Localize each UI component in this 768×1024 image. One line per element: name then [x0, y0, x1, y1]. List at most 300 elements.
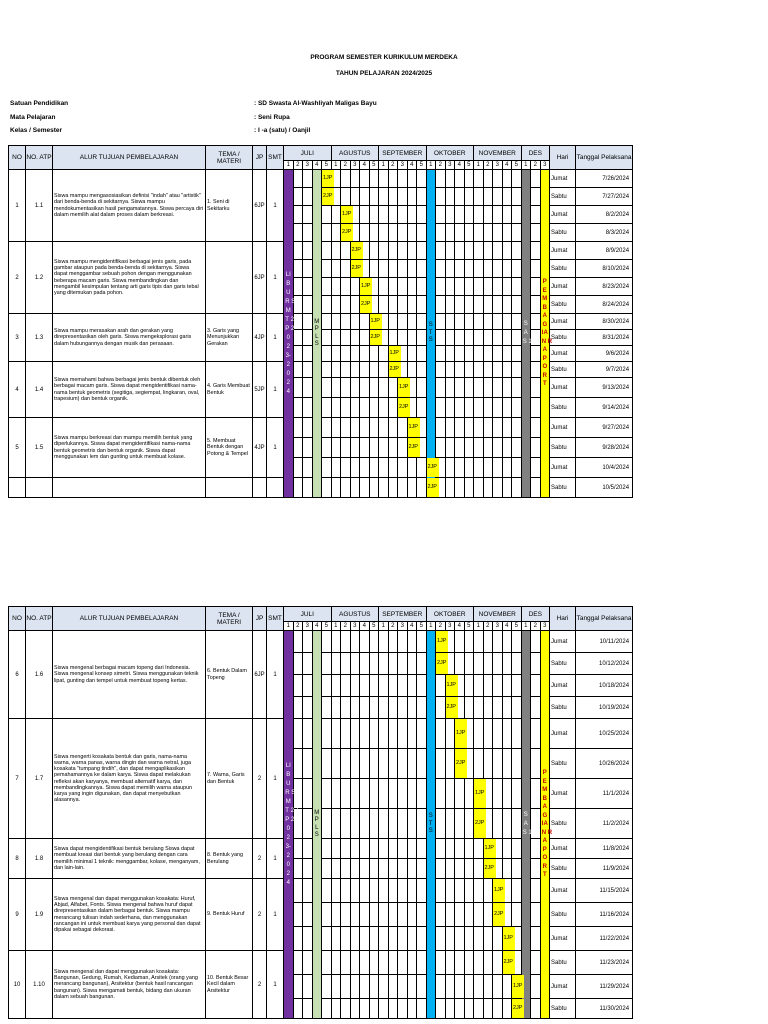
week-cell	[455, 903, 465, 927]
week-cell	[455, 296, 465, 314]
week-cell	[531, 260, 541, 278]
row-tanggal: 11/15/2024	[576, 879, 633, 903]
week-cell	[398, 206, 408, 224]
week-cell	[502, 378, 512, 398]
week-cell	[350, 999, 360, 1019]
week-cell	[512, 749, 522, 779]
week-cell	[493, 675, 503, 697]
row-hari: Sabtu	[550, 653, 576, 675]
week-number: 3	[445, 161, 455, 170]
week-cell	[379, 188, 389, 206]
week-cell	[483, 749, 493, 779]
week-cell	[360, 839, 370, 859]
week-cell	[322, 346, 332, 362]
week-cell	[388, 951, 398, 975]
row-tanggal: 9/13/2024	[576, 378, 633, 398]
row-alur: Siswa mengerti kosakata bentuk dan garis, nama-nama warna, warna panas, warna dingin dan warna netral, juga kosakata "tumpang tindih", dan dapat mengaplikasikan pemahamannya ke dalam karya. Siswa dapat melakukan refleksi akan karyanya, membuat alternatif karya, dan membandingkannya. Siswa dapat memilih warna ataupun karya yang ingin digunakan, dan dapat menyebutkan alasannya.	[53, 719, 206, 839]
week-cell	[436, 278, 446, 296]
week-cell	[502, 170, 512, 188]
week-cell	[322, 779, 332, 809]
week-cell	[322, 839, 332, 859]
row-alur: Siswa mampu merasakan arah dan gerakan yang direpresentasikan oleh garis. Siswa mengeksplorasi garis dalam hubungannya dengan musik dan perasaan.	[53, 314, 206, 362]
week-cell	[322, 242, 332, 260]
week-cell	[341, 879, 351, 903]
jp-marker: 2JP	[351, 242, 363, 259]
jp-marker: 2JP	[408, 438, 420, 457]
week-cell	[350, 418, 360, 438]
week-cell	[502, 478, 512, 498]
row-no	[9, 478, 26, 498]
week-cell	[474, 951, 484, 975]
week-cell	[331, 296, 341, 314]
week-cell	[398, 188, 408, 206]
row-hari: Sabtu	[550, 999, 576, 1019]
jp-marker: 2JP	[493, 903, 505, 926]
jp-marker: 2JP	[389, 362, 401, 377]
week-number: 5	[322, 622, 332, 631]
week-cell	[379, 242, 389, 260]
week-cell	[455, 951, 465, 975]
row-no: 10	[9, 951, 26, 1019]
week-cell	[474, 314, 484, 330]
row-jp: 2	[253, 951, 267, 1019]
week-cell	[293, 330, 303, 346]
week-cell	[493, 951, 503, 975]
week-cell	[407, 697, 417, 719]
week-cell	[350, 903, 360, 927]
col-jp: JP	[253, 146, 267, 170]
week-number: 2	[293, 622, 303, 631]
week-number: 1	[521, 161, 531, 170]
week-cell	[483, 206, 493, 224]
week-cell	[407, 951, 417, 975]
week-number: 1	[474, 161, 484, 170]
field-label-satuan: Satuan Pendidikan	[10, 100, 69, 107]
week-cell	[483, 458, 493, 478]
week-cell	[474, 418, 484, 438]
week-cell	[512, 224, 522, 242]
week-cell	[464, 170, 474, 188]
week-cell	[445, 879, 455, 903]
sts-band	[426, 631, 436, 1019]
col-month: OKTOBER	[426, 146, 474, 161]
week-cell	[341, 859, 351, 879]
row-tema: 8. Bentuk yang Berulang	[206, 839, 253, 879]
week-cell	[369, 346, 379, 362]
week-cell	[436, 314, 446, 330]
week-cell	[445, 278, 455, 296]
week-cell	[474, 859, 484, 879]
week-cell	[388, 242, 398, 260]
jp-marker: 1JP	[370, 314, 382, 329]
week-cell	[303, 242, 313, 260]
week-cell	[502, 398, 512, 418]
week-cell	[436, 951, 446, 975]
row-tanggal: 8/30/2024	[576, 314, 633, 330]
week-cell	[407, 458, 417, 478]
week-cell	[398, 330, 408, 346]
week-cell	[531, 903, 541, 927]
week-cell	[369, 653, 379, 675]
week-cell	[293, 675, 303, 697]
week-cell	[322, 278, 332, 296]
week-cell	[493, 749, 503, 779]
week-cell	[350, 170, 360, 188]
week-cell	[388, 779, 398, 809]
week-cell	[303, 879, 313, 903]
week-number: 5	[464, 161, 474, 170]
week-cell	[474, 653, 484, 675]
week-cell	[464, 859, 474, 879]
week-cell	[388, 296, 398, 314]
week-cell	[512, 631, 522, 653]
week-cell	[398, 975, 408, 999]
row-atp: 1.1	[26, 170, 53, 242]
col-smt: SMT	[267, 146, 284, 170]
week-cell	[512, 206, 522, 224]
row-tanggal: 10/25/2024	[576, 719, 633, 749]
week-cell	[379, 859, 389, 879]
week-cell	[445, 809, 455, 839]
week-cell	[331, 478, 341, 498]
week-cell	[398, 719, 408, 749]
week-cell	[512, 330, 522, 346]
week-cell	[293, 631, 303, 653]
week-cell	[303, 418, 313, 438]
mpls-band-text: MPLS	[314, 318, 320, 347]
week-cell	[531, 779, 541, 809]
rap-band	[540, 170, 553, 498]
week-cell	[369, 188, 379, 206]
jp-marker: 1JP	[493, 879, 505, 902]
week-cell	[464, 653, 474, 675]
week-cell	[369, 362, 379, 378]
week-cell	[464, 999, 474, 1019]
week-cell	[502, 653, 512, 675]
week-cell	[350, 278, 360, 296]
week-cell	[293, 927, 303, 951]
week-cell	[407, 927, 417, 951]
week-cell	[388, 999, 398, 1019]
week-cell	[531, 458, 541, 478]
week-cell	[531, 278, 541, 296]
week-number: 5	[417, 622, 427, 631]
week-cell	[455, 927, 465, 951]
week-cell	[407, 675, 417, 697]
week-cell	[379, 951, 389, 975]
week-cell	[474, 675, 484, 697]
jp-marker: 2JP	[360, 296, 372, 313]
week-cell	[455, 839, 465, 859]
row-no: 9	[9, 879, 26, 951]
week-cell	[303, 653, 313, 675]
week-cell	[531, 999, 541, 1019]
week-cell	[417, 346, 427, 362]
week-cell	[417, 398, 427, 418]
week-number: 4	[360, 161, 370, 170]
week-cell	[417, 296, 427, 314]
week-cell	[341, 438, 351, 458]
week-cell	[388, 809, 398, 839]
week-cell	[350, 346, 360, 362]
row-hari: Jumat	[550, 170, 576, 188]
week-cell	[407, 478, 417, 498]
row-tanggal: 10/26/2024	[576, 749, 633, 779]
week-cell	[350, 458, 360, 478]
week-cell	[379, 697, 389, 719]
week-cell	[303, 346, 313, 362]
col-tema: TEMA / MATERI	[206, 607, 253, 631]
week-cell	[531, 697, 541, 719]
week-cell	[360, 362, 370, 378]
week-cell	[464, 779, 474, 809]
week-cell	[341, 719, 351, 749]
week-cell	[512, 170, 522, 188]
jp-marker: 2JP	[446, 697, 458, 718]
week-cell	[483, 927, 493, 951]
week-cell	[483, 314, 493, 330]
week-cell	[341, 779, 351, 809]
week-number: 4	[455, 622, 465, 631]
mpls-band	[312, 631, 322, 1019]
week-cell	[293, 398, 303, 418]
week-cell	[417, 278, 427, 296]
week-cell	[531, 170, 541, 188]
jp-marker: 2JP	[503, 951, 515, 974]
week-cell	[464, 346, 474, 362]
week-cell	[445, 206, 455, 224]
week-cell	[512, 839, 522, 859]
week-cell	[502, 362, 512, 378]
week-number: 1	[331, 161, 341, 170]
week-cell	[293, 653, 303, 675]
week-cell	[398, 927, 408, 951]
week-cell	[502, 242, 512, 260]
week-cell	[350, 188, 360, 206]
week-cell	[512, 314, 522, 330]
week-cell	[436, 260, 446, 278]
rap-band-text: PEMBAGIAN RAPORT	[541, 770, 553, 879]
week-cell	[293, 378, 303, 398]
week-cell	[369, 675, 379, 697]
week-cell	[360, 697, 370, 719]
week-cell	[455, 188, 465, 206]
week-cell	[445, 951, 455, 975]
week-cell	[331, 458, 341, 478]
week-cell	[474, 206, 484, 224]
week-cell	[303, 631, 313, 653]
week-cell	[293, 170, 303, 188]
col-alur: ALUR TUJUAN PEMBELAJARAN	[53, 607, 206, 631]
row-tanggal: 9/28/2024	[576, 438, 633, 458]
week-cell	[464, 951, 474, 975]
week-cell	[379, 260, 389, 278]
week-cell	[398, 999, 408, 1019]
week-cell	[436, 779, 446, 809]
week-cell	[502, 346, 512, 362]
row-hari: Jumat	[550, 879, 576, 903]
week-cell	[445, 398, 455, 418]
row-tanggal: 7/26/2024	[576, 170, 633, 188]
week-cell	[341, 362, 351, 378]
week-cell	[417, 260, 427, 278]
week-cell	[445, 260, 455, 278]
week-cell	[417, 458, 427, 478]
week-cell	[360, 653, 370, 675]
week-cell	[445, 378, 455, 398]
week-cell	[455, 242, 465, 260]
week-cell	[531, 188, 541, 206]
week-cell	[379, 398, 389, 418]
row-tanggal: 11/30/2024	[576, 999, 633, 1019]
week-cell	[341, 809, 351, 839]
row-alur: Siswa mengenal dan dapat menggunakan kosakata: Huruf, Abjad, Alfabet, Fonts. Siswa mengenal bahwa huruf dapat direpresentasikan dalam berbagai bentuk. Siswa mampu merancang tulisan indah sederhana, dan menggunakan rancangan ini untuk membuat karya yang personal dan dapat dipakai sebagai dekorasi.	[53, 879, 206, 951]
week-cell	[417, 697, 427, 719]
week-cell	[407, 296, 417, 314]
week-cell	[474, 999, 484, 1019]
week-cell	[379, 719, 389, 749]
week-cell	[388, 927, 398, 951]
field-label-mapel: Mata Pelajaran	[10, 114, 56, 121]
row-jp: 4JP	[253, 418, 267, 478]
row-no: 7	[9, 719, 26, 839]
week-cell	[455, 418, 465, 438]
week-cell	[455, 330, 465, 346]
row-tanggal: 8/24/2024	[576, 296, 633, 314]
week-cell	[369, 927, 379, 951]
week-number: 5	[369, 161, 379, 170]
week-cell	[445, 839, 455, 859]
week-cell	[445, 859, 455, 879]
week-cell	[379, 378, 389, 398]
week-cell	[455, 362, 465, 378]
week-cell	[350, 478, 360, 498]
week-cell	[322, 697, 332, 719]
week-cell	[303, 719, 313, 749]
row-tema: 4. Garis Membuat Bentuk	[206, 362, 253, 418]
week-cell	[493, 975, 503, 999]
week-cell	[483, 362, 493, 378]
libur-band-text: LIBUR SMT 2 TP 2023-2024	[285, 762, 300, 886]
week-cell	[398, 260, 408, 278]
row-tanggal: 11/29/2024	[576, 975, 633, 999]
week-cell	[483, 478, 493, 498]
week-cell	[445, 903, 455, 927]
row-hari: Jumat	[550, 779, 576, 809]
week-cell	[360, 330, 370, 346]
row-hari: Jumat	[550, 314, 576, 330]
week-cell	[436, 879, 446, 903]
row-no: 3	[9, 314, 26, 362]
week-cell	[303, 779, 313, 809]
week-cell	[322, 438, 332, 458]
week-cell	[464, 927, 474, 951]
week-cell	[436, 242, 446, 260]
week-cell	[350, 330, 360, 346]
week-number: 1	[379, 622, 389, 631]
week-cell	[502, 458, 512, 478]
week-cell	[303, 975, 313, 999]
week-cell	[407, 260, 417, 278]
week-number: 3	[493, 161, 503, 170]
week-cell	[417, 362, 427, 378]
week-cell	[379, 224, 389, 242]
week-cell	[322, 458, 332, 478]
week-cell	[350, 438, 360, 458]
week-number: 5	[369, 622, 379, 631]
week-cell	[455, 631, 465, 653]
col-tanggal: Tanggal Pelaksana	[576, 607, 633, 631]
week-cell	[303, 999, 313, 1019]
sts-band-text: STS	[428, 322, 433, 344]
week-cell	[322, 224, 332, 242]
week-cell	[512, 675, 522, 697]
week-cell	[293, 999, 303, 1019]
week-cell	[464, 206, 474, 224]
week-cell	[417, 478, 427, 498]
week-cell	[303, 206, 313, 224]
week-cell	[293, 346, 303, 362]
week-cell	[445, 242, 455, 260]
week-cell	[502, 418, 512, 438]
jp-marker: 1JP	[455, 719, 467, 748]
week-cell	[512, 438, 522, 458]
week-cell	[388, 859, 398, 879]
row-tema: 5. Membuat Bentuk dengan Potong & Tempel	[206, 418, 253, 478]
week-cell	[464, 478, 474, 498]
doc-year: TAHUN PELAJARAN 2024/2025	[335, 70, 433, 77]
week-cell	[455, 398, 465, 418]
week-cell	[388, 314, 398, 330]
row-no: 6	[9, 631, 26, 719]
row-tanggal: 10/12/2024	[576, 653, 633, 675]
week-cell	[379, 296, 389, 314]
week-cell	[369, 719, 379, 749]
week-cell	[398, 879, 408, 903]
week-cell	[493, 418, 503, 438]
col-month: NOVEMBER	[474, 607, 522, 622]
row-hari: Sabtu	[550, 296, 576, 314]
row-tanggal: 9/14/2024	[576, 398, 633, 418]
week-cell	[464, 675, 474, 697]
row-atp: 1.3	[26, 314, 53, 362]
row-tanggal: 11/23/2024	[576, 951, 633, 975]
week-cell	[379, 631, 389, 653]
week-number: 2	[388, 161, 398, 170]
week-cell	[407, 903, 417, 927]
row-tema: 10. Bentuk Besar Kecil dalam Arsitektur	[206, 951, 253, 1019]
week-cell	[350, 809, 360, 839]
week-cell	[379, 170, 389, 188]
sas-band	[521, 631, 531, 1019]
week-cell	[293, 478, 303, 498]
week-cell	[369, 999, 379, 1019]
week-cell	[407, 188, 417, 206]
week-cell	[388, 653, 398, 675]
week-cell	[341, 975, 351, 999]
week-cell	[512, 278, 522, 296]
week-cell	[474, 927, 484, 951]
week-cell	[407, 719, 417, 749]
row-tanggal: 11/16/2024	[576, 903, 633, 927]
week-cell	[531, 749, 541, 779]
row-tema: 9. Bentuk Huruf	[206, 879, 253, 951]
week-cell	[379, 999, 389, 1019]
week-cell	[388, 206, 398, 224]
week-cell	[464, 224, 474, 242]
week-number: 3	[350, 622, 360, 631]
week-cell	[388, 631, 398, 653]
